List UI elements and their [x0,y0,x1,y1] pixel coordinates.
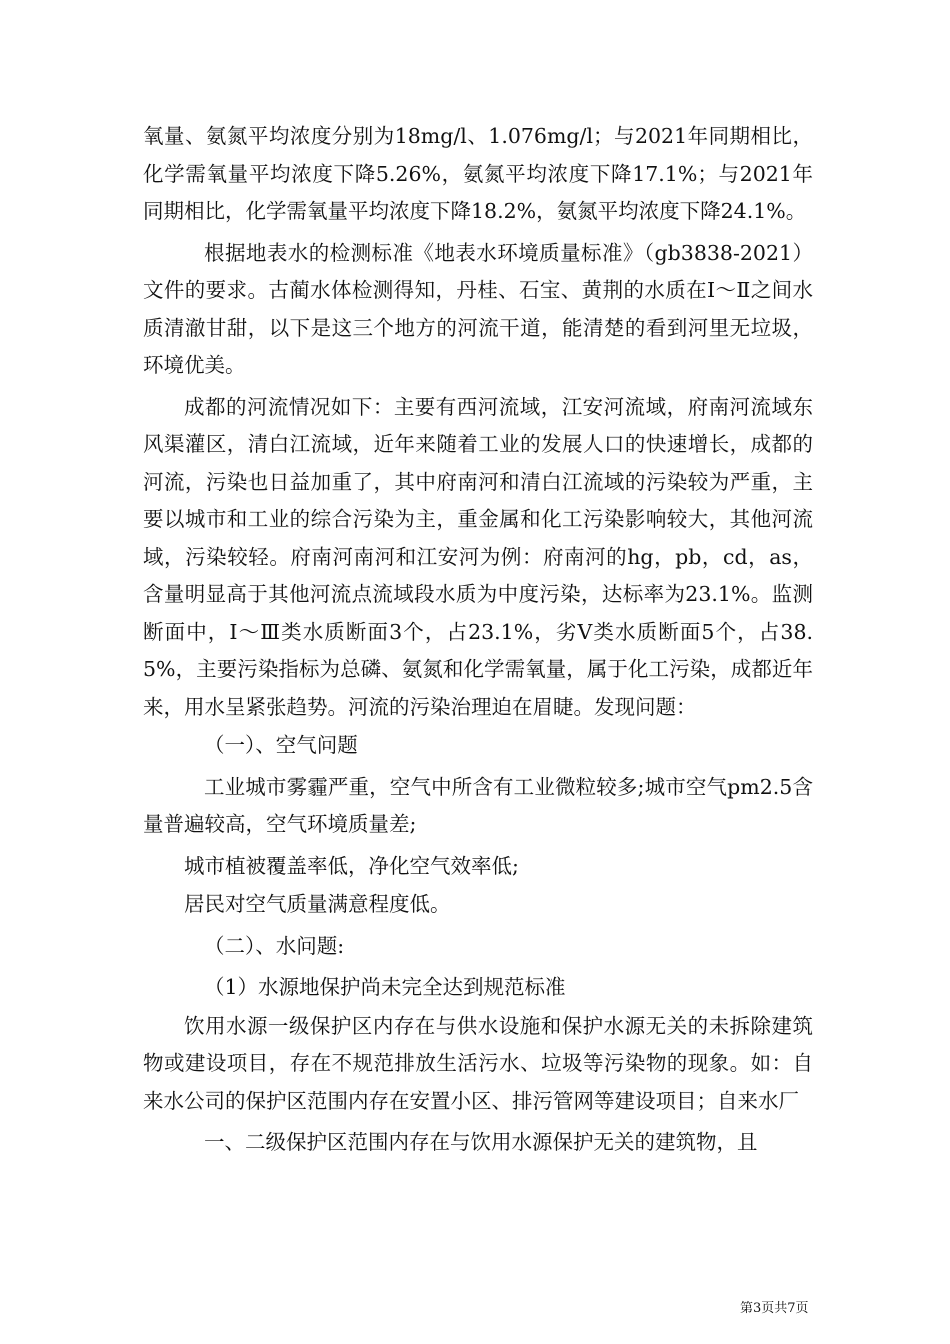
paragraph-air-smog: 工业城市雾霾严重，空气中所含有工业微粒较多;城市空气pm2.5含量普遍较高，空气环境质量差; [143,774,813,836]
paragraph-resident-satisfaction: 居民对空气质量满意程度低。 [184,892,451,916]
paragraph-protection-zones: 一、二级保护区范围内存在与饮用水源保护无关的建筑物，且 [204,1130,758,1154]
subheading-water-source-protection: （1）水源地保护尚未完全达到规范标准 [204,975,566,999]
heading-water-problem: （二）、水问题: [204,933,345,958]
page-number-footer: 第3页共7页 [740,1301,809,1316]
paragraph-pollution-statistics: 氧量、氨氮平均浓度分别为18mg/l、1.076mg/l；与2021年同期相比，化学需氧量平均浓度下降5.26%，氨氮平均浓度下降17.1%；与2021年同期相比，化学需氧量平均浓度下降18.2%，氨氮平均浓度下降24.1%。 [143,124,813,223]
paragraph-vegetation-coverage: 城市植被覆盖率低，净化空气效率低; [184,853,519,878]
paragraph-chengdu-rivers: 成都的河流情况如下：主要有西河流域，江安河流域，府南河流域东风渠灌区，清白江流域，近年来随着工业的发展人口的快速增长，成都的河流，污染也日益加重了，其中府南河和清白江流域的污染较为严重，主要以城市和工业的综合污染为主，重金属和化工污染影响较大，其他河流域，污染较轻。府南河南河和江安河为例：府南河的hg，pb，cd，as，含量明显高于其他河流点流域段水质为中度污染，达标率为23.1%。监测断面中，Ⅰ～Ⅲ类水质断面3个，占23.1%，劣Ⅴ类水质断面5个，占38.5%，主要污染指标为总磷、氨氮和化学需氧量，属于化工污染，成都近年来，用水呈紧张趋势。河流的污染治理迫在眉睫。发现问题： [143,394,813,719]
heading-air-problem: （一）、空气问题 [204,733,358,757]
paragraph-surface-water-standard: 根据地表水的检测标准《地表水环境质量标准》（gb3838-2021）文件的要求。古蔺水体检测得知，丹桂、石宝、黄荆的水质在Ⅰ～Ⅱ之间水质清澈甘甜，以下是这三个地方的河流干道，能清楚的看到河里无垃圾，环境优美。 [143,240,813,377]
paragraph-drinking-water-source: 饮用水源一级保护区内存在与供水设施和保护水源无关的未拆除建筑物或建设项目，存在不规范排放生活污水、垃圾等污染物的现象。如：自来水公司的保护区范围内存在安置小区、排污管网等建设项目；自来水厂 [143,1013,813,1113]
document-body [143,118,813,1162]
